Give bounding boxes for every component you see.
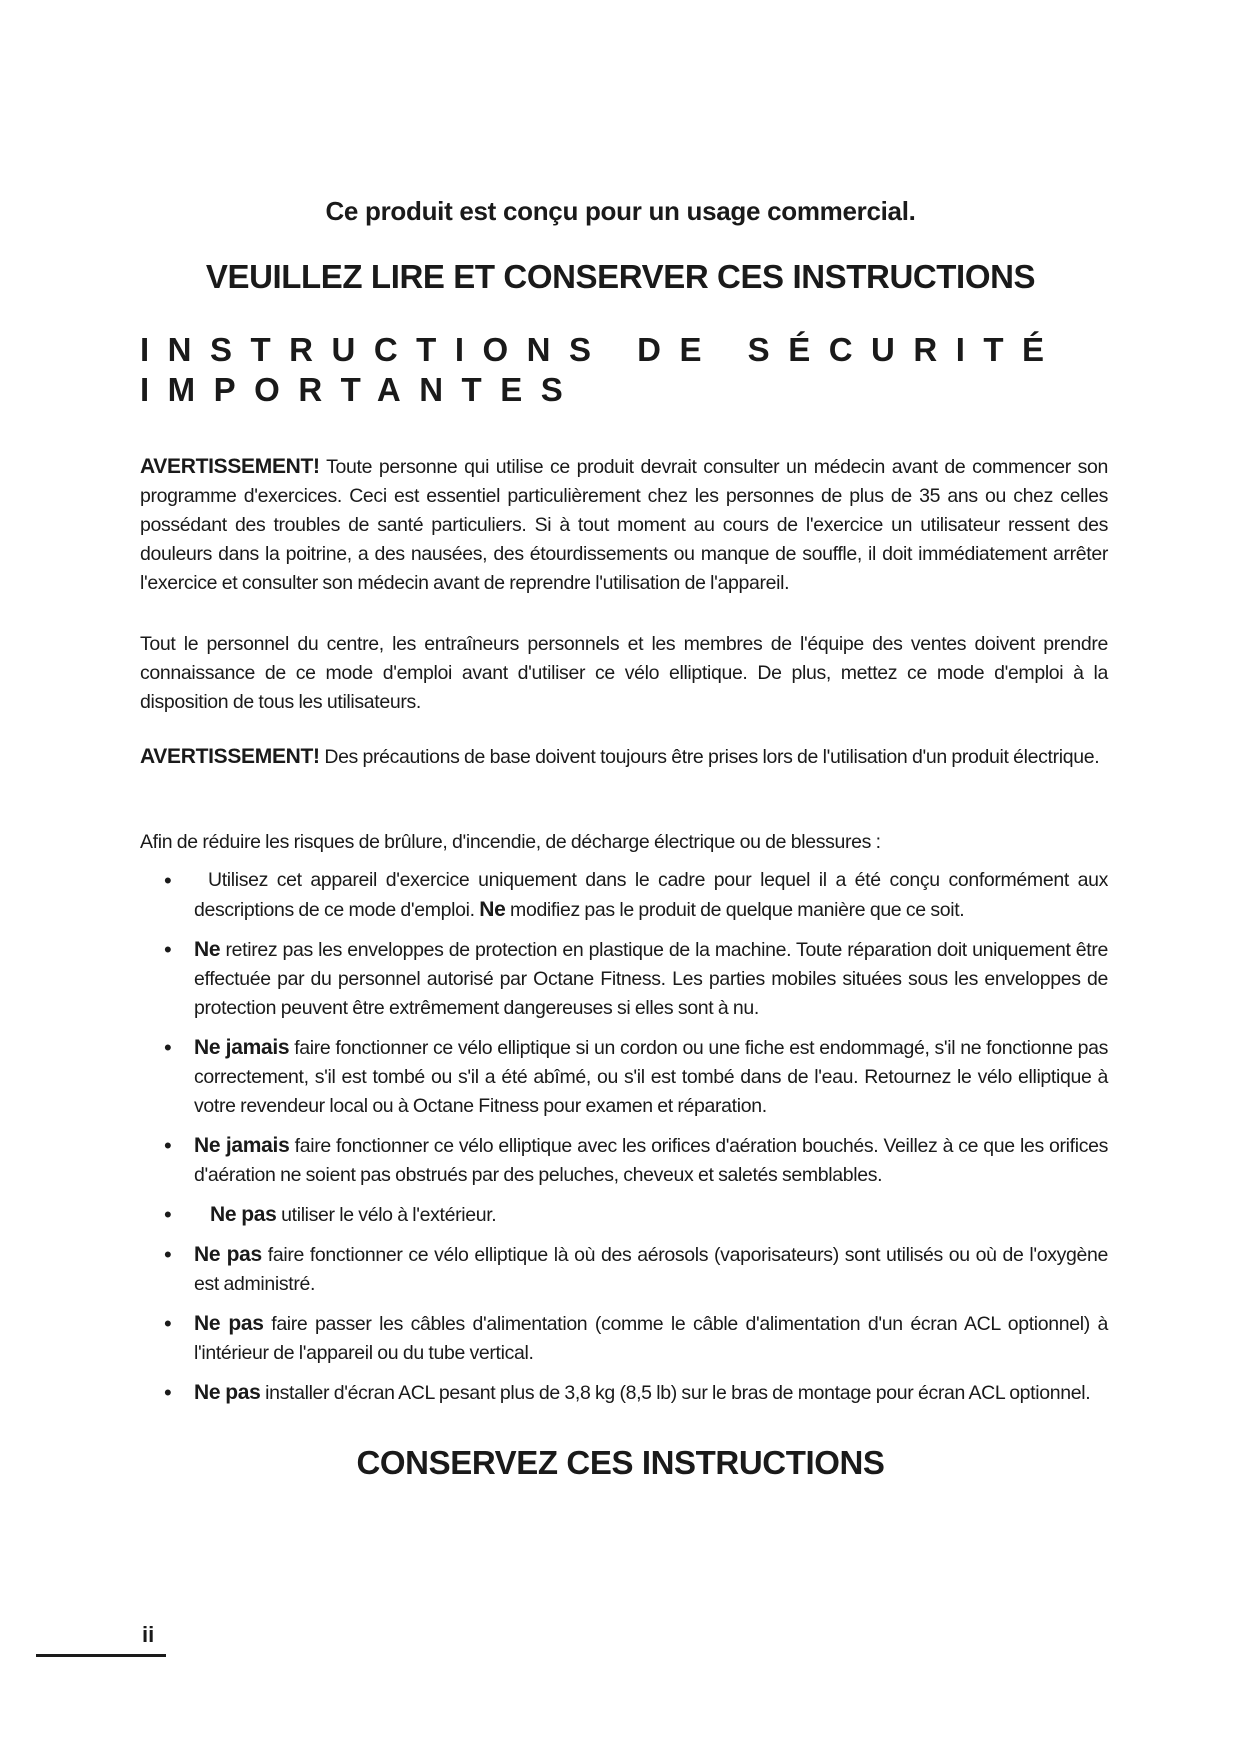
read-and-keep-heading: VEUILLEZ LIRE ET CONSERVER CES INSTRUCTIONS <box>205 258 1036 295</box>
list-item: • Ne jamais faire fonctionner ce vélo elliptique avec les orifices d'aération bouchés. Veillez à ce que les orifices d'aération ne soient pas obstrués par des peluches, cheveux et saletés semblables. <box>164 1133 1108 1186</box>
list-item: • Ne pas faire fonctionner ce vélo elliptique là où des aérosols (vaporisateurs) sont utilisés ou où de l'oxygène est administré. <box>164 1242 1108 1295</box>
warning-label: AVERTISSEMENT! <box>140 745 320 768</box>
bullet-icon: • <box>164 1242 172 1267</box>
list-item: • Ne pas installer d'écran ACL pesant plus de 3,8 kg (8,5 lb) sur le bras de montage pour écran ACL optionnel. <box>164 1380 1091 1405</box>
bullet-icon: • <box>164 1035 172 1060</box>
warning-paragraph-electrical <box>140 742 1108 772</box>
list-item: • Utilisez cet appareil d'exercice uniquement dans le cadre pour lequel il a été conçu conformément aux descriptions de ce mode d'emploi. Ne modifiez pas le produit de quelque manière que ce soit. <box>164 868 1108 921</box>
warning-paragraph-medical <box>140 452 1108 598</box>
list-item: • Ne jamais faire fonctionner ce vélo elliptique si un cordon ou une fiche est endommagé, s'il ne fonctionne pas correctement, s'il est tombé ou s'il a été abîmé, ou s'il est tombé dans de l'eau. Retournez le vélo elliptique à votre revendeur local ou à Octane Fitness pour examen et réparation. <box>164 1035 1109 1117</box>
safety-title-line1: INSTRUCTIONS DE SÉCURITÉ <box>140 331 1063 368</box>
staff-paragraph: Tout le personnel du centre, les entraîneurs personnels et les membres de l'équipe des ventes doivent prendre connaissance de ce mode d'emploi avant d'utiliser ce vélo elliptique. De plus, mettez ce mode d'emploi à la disposition de tous les utilisateurs. <box>140 633 1108 713</box>
bullet-icon: • <box>164 1380 172 1405</box>
bullet-icon: • <box>164 1133 172 1158</box>
bullet-icon: • <box>164 937 172 962</box>
bullet-icon: • <box>164 868 172 893</box>
list-item: • Ne pas utiliser le vélo à l'extérieur. <box>164 1202 497 1227</box>
safety-title-line2: IMPORTANTES <box>140 371 582 408</box>
bullet-icon: • <box>164 1311 172 1336</box>
commercial-use-notice: Ce produit est conçu pour un usage commercial. <box>325 196 916 226</box>
closing-heading: CONSERVEZ CES INSTRUCTIONS <box>356 1444 885 1481</box>
safety-instructions-title <box>140 330 1100 410</box>
bullet-icon: • <box>164 1202 172 1227</box>
warning-text: Des précautions de base doivent toujours être prises lors de l'utilisation d'un produit électrique. <box>319 746 1100 768</box>
warning-text: Toute personne qui utilise ce produit devrait consulter un médecin avant de commencer son programme d'exercices. Ceci est essentiel particulièrement chez les personnes de plus de 35 ans ou chez celles possédant des troubles de santé particuliers. Si à tout moment au cours de l'exercice un utilisateur ressent des douleurs dans la poitrine, a des nausées, des étourdissements ou manque de souffle, il doit immédiatement arrêter l'exercice et consulter son médecin avant de reprendre l'utilisation de l'appareil. <box>140 456 1108 594</box>
safety-bullet-list <box>164 866 1108 1418</box>
warning-label: AVERTISSEMENT! <box>140 455 320 478</box>
list-item: • Ne retirez pas les enveloppes de protection en plastique de la machine. Toute réparation doit uniquement être effectuée par du personnel autorisé par Octane Fitness. Les parties mobiles situées sous les enveloppes de protection peuvent être extrêmement dangereuses si elles sont à nu. <box>164 937 1108 1019</box>
list-item: • Ne pas faire passer les câbles d'alimentation (comme le câble d'alimentation d'un écran ACL optionnel) à l'intérieur de l'appareil ou du tube vertical. <box>164 1311 1108 1364</box>
list-intro: Afin de réduire les risques de brûlure, d'incendie, de décharge électrique ou de blessures : <box>140 831 881 853</box>
page-number: ii <box>142 1622 155 1647</box>
footer-divider <box>36 1654 166 1657</box>
